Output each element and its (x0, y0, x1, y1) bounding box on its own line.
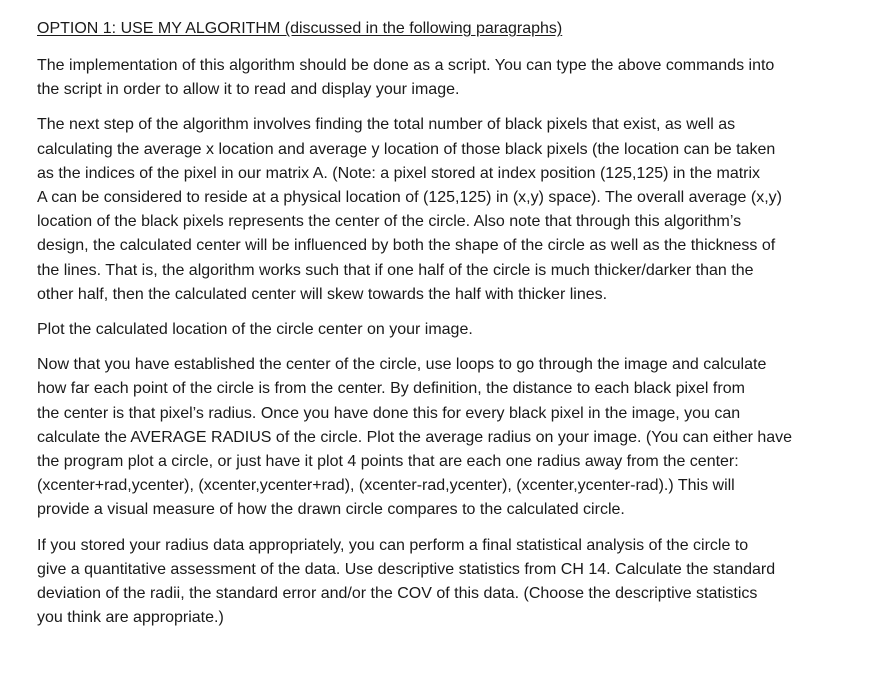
paragraph-line: how far each point of the circle is from the center. By definition, the distance to each black pixel from (37, 380, 745, 398)
paragraph-line: calculate the AVERAGE RADIUS of the circle. Plot the average radius on your image. (You can either have (37, 428, 793, 446)
paragraph-line: give a quantitative assessment of the data. Use descriptive statistics from CH 14. Calculate the standard (37, 560, 776, 578)
paragraph-line: calculating the average x location and average y location of those black pixels (the location can be taken (37, 140, 776, 158)
paragraph-line: design, the calculated center will be influenced by both the shape of the circle as well as the thickness of (37, 237, 776, 255)
paragraph-line: provide a visual measure of how the drawn circle compares to the calculated circle. (37, 501, 625, 519)
section-heading: OPTION 1: USE MY ALGORITHM (discussed in the following paragraphs) (37, 20, 563, 37)
paragraph-line: The next step of the algorithm involves finding the total number of black pixels that exist, as well as (37, 116, 736, 134)
paragraph-line: Now that you have established the center of the circle, use loops to go through the image and calculate (37, 356, 767, 374)
paragraph-line: deviation of the radii, the standard error and/or the COV of this data. (Choose the descriptive statistics (37, 585, 758, 603)
paragraph-line: (xcenter+rad,ycenter), (xcenter,ycenter+rad), (xcenter-rad,ycenter), (xcenter,ycenter-rad).) This will (37, 477, 735, 495)
paragraph-line: A can be considered to reside at a physical location of (125,125) in (x,y) space). The overall average (x,y) (37, 189, 782, 207)
paragraph-line: the center is that pixel’s radius. Once you have done this for every black pixel in the image, you can (37, 404, 741, 422)
paragraph-line: Plot the calculated location of the circle center on your image. (37, 321, 473, 339)
paragraph-statistical-analysis (37, 534, 837, 631)
paragraph-plot-center (37, 318, 837, 342)
paragraph-line: the script in order to allow it to read and display your image. (37, 81, 460, 99)
paragraph-script-implementation (37, 54, 837, 102)
document-page (37, 18, 837, 641)
paragraph-black-pixel-center (37, 113, 837, 307)
paragraph-average-radius (37, 353, 837, 522)
paragraph-line: location of the black pixels represents the center of the circle. Also note that through this algorithm’s (37, 213, 742, 231)
paragraph-line: other half, then the calculated center will skew towards the half with thicker lines. (37, 285, 608, 303)
paragraph-line: you think are appropriate.) (37, 609, 224, 627)
paragraph-line: The implementation of this algorithm should be done as a script. You can type the above commands into (37, 57, 775, 74)
paragraph-line: the lines. That is, the algorithm works such that if one half of the circle is much thicker/darker than the (37, 261, 754, 279)
paragraph-line: the program plot a circle, or just have it plot 4 points that are each one radius away from the center: (37, 453, 739, 471)
paragraph-line: as the indices of the pixel in our matrix A. (Note: a pixel stored at index position (125,125) in the matrix (37, 164, 761, 182)
paragraph-line: If you stored your radius data appropriately, you can perform a final statistical analysis of the circle to (37, 536, 749, 554)
